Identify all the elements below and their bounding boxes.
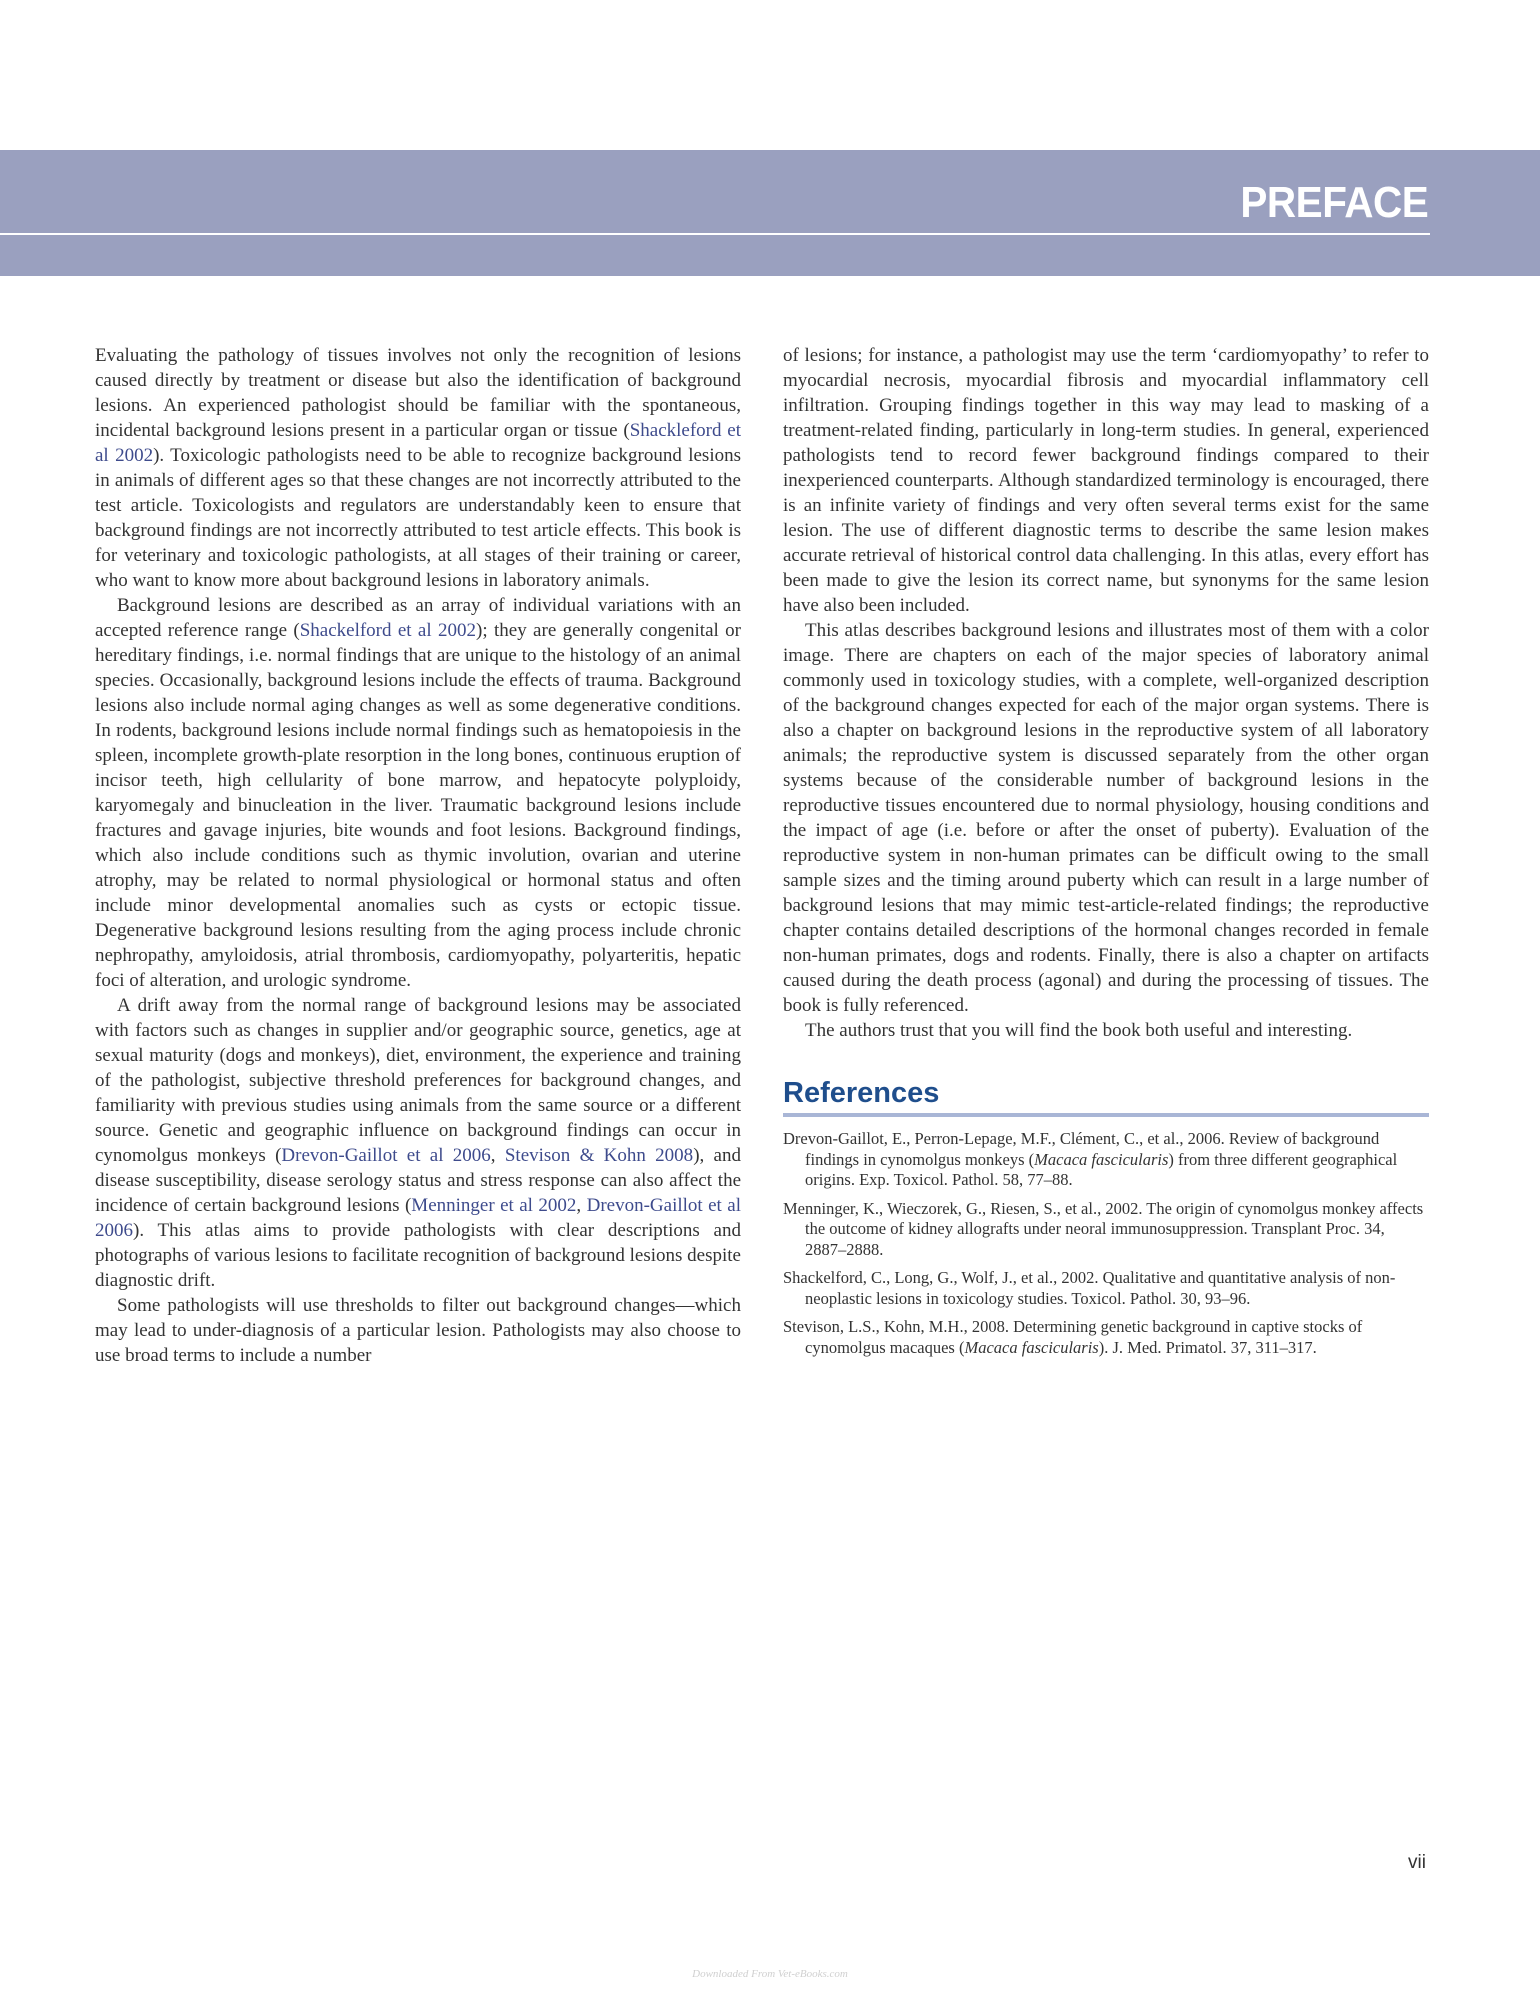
citation-link[interactable]: Shackelford et al 2002: [299, 620, 477, 641]
watermark: Downloaded From Vet-eBooks.com: [692, 1968, 848, 1980]
paragraph-3: A drift away from the normal range of background lesions may be associated with factors such as changes in supplier and/or geographic source, genetics, age at sexual maturity (dogs and monkeys), diet, environment, the experience and training of the pathologist, subjective threshold preferences for background changes, and familiarity with previous studies using animals from the same source or a different source. Genetic and geographic influence on background findings can occur in cynomolgus monkeys (Drevon-Gaillot et al 2006, Stevison & Kohn 2008), and disease susceptibility, disease serology status and stress response can also affect the incidence of certain background lesions (Menninger et al 2002, Drevon-Gaillot et al 2006). This atlas aims to provide pathologists with clear descriptions and photographs of various lesions to facilitate recognition of background lesions despite diagnostic drift.: [95, 995, 741, 1291]
reference-item: Menninger, K., Wieczorek, G., Riesen, S., et al., 2002. The origin of cynomolgus monkey affects the outcome of kidney allografts under neoral immunosuppression. Transplant Proc. 34, 2887–2888.: [783, 1198, 1424, 1259]
page-number: vii: [1408, 1852, 1426, 1873]
citation-link[interactable]: Drevon-Gaillot et al 2006: [281, 1145, 491, 1166]
paragraph-6: The authors trust that you will find the book both useful and interesting.: [805, 1020, 1353, 1041]
right-column: [783, 343, 1429, 1366]
header-rule: [0, 233, 1430, 235]
reference-item: Shackelford, C., Long, G., Wolf, J., et al., 2002. Qualitative and quantitative analysis of non-neoplastic lesions in toxicology studies. Toxicol. Pathol. 30, 93–96.: [783, 1268, 1396, 1308]
citation-link[interactable]: Shackleford et al 2002: [95, 420, 742, 466]
reference-item: Drevon-Gaillot, E., Perron-Lepage, M.F., Clément, C., et al., 2006. Review of background findings in cynomolgus monkeys (Macaca fascicularis) from three different geographical origins. Exp. Toxicol. Pathol. 58, 77–88.: [783, 1129, 1398, 1189]
citation-link[interactable]: Drevon-Gaillot et al 2006: [95, 1195, 741, 1241]
paragraph-1: Evaluating the pathology of tissues involves not only the recognition of lesions caused directly by treatment or disease but also the identification of background lesions. An experienced pathologist should be familiar with the spontaneous, incidental background lesions present in a particular organ or tissue (Shackleford et al 2002). Toxicologic pathologists need to be able to recognize background lesions in animals of different ages so that these changes are not incorrectly attributed to the test article. Toxicologists and regulators are understandably keen to ensure that background findings are not incorrectly attributed to test article effects. This book is for veterinary and toxicologic pathologists, at all stages of their training or career, who want to know more about background lesions in laboratory animals.: [95, 345, 742, 591]
paragraph-4: Some pathologists will use thresholds to filter out background changes—which may lead to under-diagnosis of a particular lesion. Pathologists may also choose to use broad terms to include a number: [95, 1295, 741, 1366]
reference-item: Stevison, L.S., Kohn, M.H., 2008. Determining genetic background in captive stocks of cynomolgus macaques (Macaca fascicularis). J. Med. Primatol. 37, 311–317.: [783, 1317, 1363, 1357]
citation-link[interactable]: Menninger et al 2002: [411, 1195, 577, 1216]
paragraph-5: This atlas describes background lesions and illustrates most of them with a color image. There are chapters on each of the major species of laboratory animal commonly used in toxicology studies, with a complete, well-organized description of the background changes expected for each of the major organ systems. There is also a chapter on background lesions in the reproductive system of all laboratory animals; the reproductive system is discussed separately from the other organ systems because of the considerable number of background lesions in the reproductive tissues encountered due to normal physiology, housing conditions and the impact of age (i.e. before or after the onset of puberty). Evaluation of the reproductive system in non-human primates can be difficult owing to the small sample sizes and the timing around puberty which can result in a large number of background lesions that may mimic test-article-related findings; the reproductive chapter contains detailed descriptions of the hormonal changes recorded in female non-human primates, dogs and rodents. Finally, there is also a chapter on artifacts caused during the death process (agonal) and during the processing of tissues. The book is fully referenced.: [783, 620, 1429, 1016]
references-list: [783, 1129, 1429, 1358]
paragraph-4-continued: of lesions; for instance, a pathologist may use the term ‘cardiomyopathy’ to refer to myocardial necrosis, myocardial fibrosis and myocardial inflammatory cell infiltration. Grouping findings together in this way may lead to masking of a treatment-related finding, particularly in long-term studies. In general, experienced pathologists tend to record fewer background findings compared to their inexperienced counterparts. Although standardized terminology is encouraged, there is an infinite variety of findings and very often several terms exist for the same lesion. The use of different diagnostic terms to describe the same lesion makes accurate retrieval of historical control data challenging. In this atlas, every effort has been made to give the lesion its correct name, but synonyms for the same lesion have also been included.: [783, 345, 1429, 616]
page-title: PREFACE: [1240, 178, 1428, 227]
references-heading: References: [783, 1075, 1429, 1117]
citation-link[interactable]: Stevison & Kohn 2008: [504, 1145, 694, 1166]
paragraph-2: Background lesions are described as an array of individual variations with an accepted reference range (Shackelford et al 2002); they are generally congenital or hereditary findings, i.e. normal findings that are unique to the histology of an animal species. Occasionally, background lesions include the effects of trauma. Background lesions also include normal aging changes as well as some degenerative conditions. In rodents, background lesions include normal findings such as hematopoiesis in the spleen, incomplete growth-plate resorption in the long bones, continuous eruption of incisor teeth, high cellularity of bone marrow, and hepatocyte polyploidy, karyomegaly and binucleation in the liver. Traumatic background lesions include fractures and gavage injuries, bite wounds and foot lesions. Background findings, which also include conditions such as thymic involution, ovarian and uterine atrophy, may be related to normal physiological or hormonal status and often include minor developmental anomalies such as cysts or ectopic tissue. Degenerative background lesions resulting from the aging process include chronic nephropathy, amyloidosis, atrial thrombosis, cardiomyopathy, polyarteritis, hepatic foci of alteration, and urologic syndrome.: [95, 595, 741, 991]
left-column: [95, 343, 741, 1368]
